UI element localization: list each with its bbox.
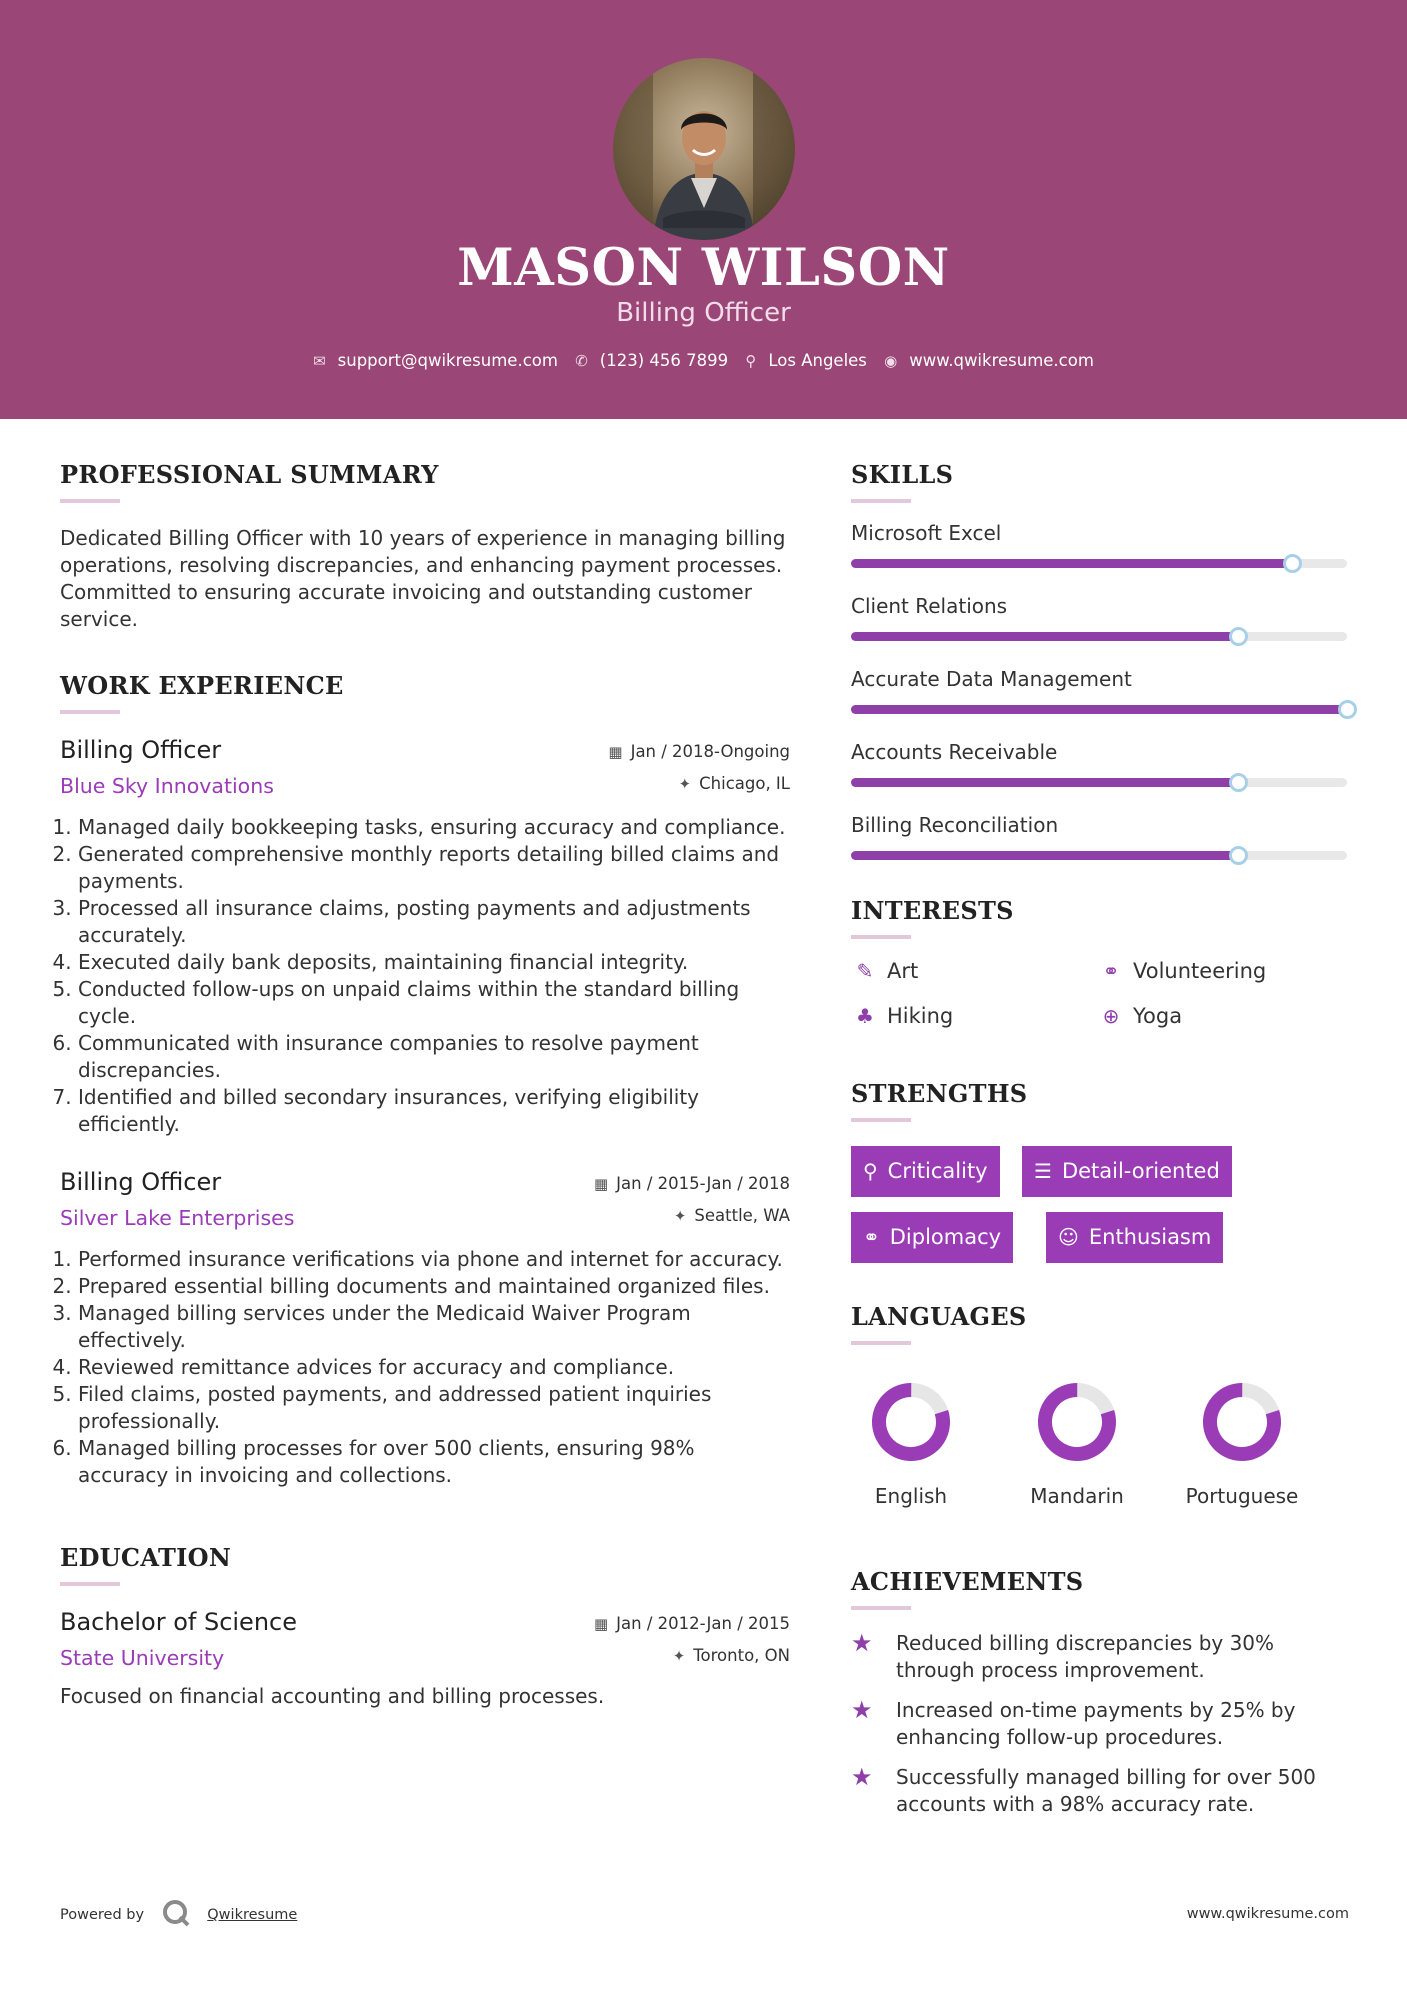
interest-art <box>851 959 918 983</box>
donut-fill <box>1037 1382 1118 1463</box>
section-divider <box>851 1606 911 1610</box>
job-location <box>679 774 790 793</box>
section-divider <box>60 710 120 714</box>
skill-bar-knob <box>1229 773 1248 792</box>
achievement-text: Successfully managed billing for over 500 accounts with a 98% accuracy rate. <box>896 1765 1316 1816</box>
section-divider <box>60 1582 120 1586</box>
language-name: English <box>874 1484 948 1508</box>
map-marker-icon: ⚲ <box>745 352 757 370</box>
contact-website[interactable] <box>884 351 1094 370</box>
globe-icon: ◉ <box>884 352 898 370</box>
job-date-text: Jan / 2018-Ongoing <box>630 742 790 761</box>
summary-section <box>60 460 790 633</box>
handshake-icon: ⚭ <box>863 1225 880 1249</box>
job-bullets <box>60 1246 790 1489</box>
skill-bar-fill <box>851 559 1292 568</box>
strength-chips <box>851 1146 1351 1276</box>
language-item <box>1177 1379 1307 1509</box>
language-item <box>846 1379 976 1509</box>
achievement-item <box>851 1630 1351 1684</box>
skill-label: Accounts Receivable <box>851 740 1058 764</box>
section-divider <box>851 499 911 503</box>
contact-location <box>745 351 867 370</box>
degree-title: Bachelor of Science <box>60 1608 297 1636</box>
star-icon: ★ <box>851 1696 873 1724</box>
summary-text: Dedicated Billing Officer with 10 years of experience in managing billing operations, resolving discrepancies, and enhancing payment processes. Committed to ensuring accurate invoicing and outstanding customer service. <box>60 526 786 631</box>
list-item: 6. Communicated with insurance companies to resolve payment discrepancies. <box>78 1030 790 1084</box>
right-column <box>851 460 1351 1818</box>
interests-section <box>851 896 1351 1059</box>
envelope-icon: ✉ <box>313 352 326 370</box>
experience-title: WORK EXPERIENCE <box>60 671 344 700</box>
list-item: 3. Processed all insurance claims, posting payments and adjustments accurately. <box>78 895 790 949</box>
skill-bar-fill <box>851 632 1238 641</box>
section-divider <box>851 935 911 939</box>
skill-bar <box>851 705 1347 714</box>
donut-fill <box>1202 1382 1283 1463</box>
contact-email[interactable] <box>313 351 558 370</box>
interest-label: Hiking <box>887 1004 954 1028</box>
achievement-item <box>851 1697 1351 1751</box>
job-location-text: Seattle, WA <box>694 1206 790 1225</box>
languages-section <box>851 1302 1351 1549</box>
lifebuoy-icon: ⊕ <box>1102 1004 1120 1028</box>
star-icon: ★ <box>851 1629 873 1657</box>
chip-label: Diplomacy <box>889 1225 1002 1249</box>
chip-label: Enthusiasm <box>1088 1225 1212 1249</box>
strength-chip-enthusiasm <box>1046 1212 1223 1263</box>
language-donut <box>868 1379 954 1465</box>
calendar-icon: ▦ <box>593 1615 609 1633</box>
list-item: 6. Managed billing processes for over 500 clients, ensuring 98% accuracy in invoicing and collections. <box>78 1435 790 1489</box>
job-location-text: Chicago, IL <box>699 774 790 793</box>
job-entry <box>60 736 790 1138</box>
skill-bar <box>851 559 1347 568</box>
language-item <box>1012 1379 1142 1509</box>
skill-bar-fill <box>851 851 1238 860</box>
skill-label: Billing Reconciliation <box>851 813 1059 837</box>
skill-item <box>851 521 1351 568</box>
skill-bar <box>851 632 1347 641</box>
languages-list <box>851 1379 1351 1549</box>
achievement-text: Increased on-time payments by 25% by enhancing follow-up procedures. <box>896 1698 1296 1749</box>
list-item: 2. Prepared essential billing documents and maintained organized files. <box>78 1273 790 1300</box>
list-item: 4. Executed daily bank deposits, maintaining financial integrity. <box>78 949 790 976</box>
list-icon: ☰ <box>1034 1159 1052 1183</box>
strength-chip-criticality <box>851 1146 1000 1197</box>
language-name: Mandarin <box>1030 1484 1124 1508</box>
interests-title: INTERESTS <box>851 896 1014 925</box>
education-section <box>60 1543 790 1708</box>
section-divider <box>60 499 120 503</box>
skill-item <box>851 740 1351 787</box>
skill-bar <box>851 851 1347 860</box>
paintbrush-icon: ✎ <box>856 959 874 983</box>
tree-icon: ♣ <box>856 1004 874 1028</box>
list-item: 5. Filed claims, posted payments, and addressed patient inquiries professionally. <box>78 1381 790 1435</box>
contact-phone[interactable] <box>575 351 728 370</box>
skill-label: Accurate Data Management <box>851 667 1132 691</box>
strength-chip-detail-oriented <box>1022 1146 1232 1197</box>
chip-label: Detail-oriented <box>1061 1159 1220 1183</box>
phone-icon: ✆ <box>575 352 588 370</box>
skill-bar-knob <box>1283 554 1302 573</box>
school-name: State University <box>60 1646 225 1670</box>
skill-bar <box>851 778 1347 787</box>
candidate-role: Billing Officer <box>616 298 791 328</box>
skill-bar-knob <box>1229 627 1248 646</box>
achievement-text: Reduced billing discrepancies by 30% through process improvement. <box>896 1631 1275 1682</box>
job-company: Silver Lake Enterprises <box>60 1206 295 1230</box>
education-title: EDUCATION <box>60 1543 232 1572</box>
left-column <box>60 460 790 1708</box>
profile-photo <box>613 58 795 240</box>
skill-item <box>851 813 1351 860</box>
skill-bar-knob <box>1338 700 1357 719</box>
job-title: Billing Officer <box>60 736 222 764</box>
strength-chip-diplomacy <box>851 1212 1013 1263</box>
job-company: Blue Sky Innovations <box>60 774 274 798</box>
skill-bar-knob <box>1229 846 1248 865</box>
section-divider <box>851 1341 911 1345</box>
skill-bar-fill <box>851 705 1347 714</box>
languages-title: LANGUAGES <box>851 1302 1027 1331</box>
job-title: Billing Officer <box>60 1168 222 1196</box>
achievements-title: ACHIEVEMENTS <box>851 1567 1084 1596</box>
job-location <box>674 1206 790 1225</box>
education-entry <box>60 1608 790 1708</box>
skills-title: SKILLS <box>851 460 954 489</box>
calendar-icon: ▦ <box>608 743 623 761</box>
language-donut <box>1034 1379 1120 1465</box>
pushpin-icon: ✦ <box>672 1647 686 1665</box>
skill-item <box>851 667 1351 714</box>
pushpin-icon: ✦ <box>673 1207 687 1225</box>
smile-icon: ☺ <box>1058 1225 1079 1249</box>
contact-phone-text: (123) 456 7899 <box>599 351 729 370</box>
job-date <box>608 742 790 761</box>
chip-label: Criticality <box>887 1159 988 1183</box>
contact-website-text: www.qwikresume.com <box>909 351 1094 370</box>
calendar-icon: ▦ <box>593 1175 609 1193</box>
education-date-text: Jan / 2012-Jan / 2015 <box>616 1614 790 1633</box>
qwikresume-link[interactable]: Qwikresume <box>207 1907 298 1923</box>
list-item: 4. Reviewed remittance advices for accuracy and compliance. <box>78 1354 790 1381</box>
job-date <box>594 1174 790 1193</box>
language-name: Portuguese <box>1185 1484 1299 1508</box>
list-item: 3. Managed billing services under the Medicaid Waiver Program effectively. <box>78 1300 790 1354</box>
interest-yoga <box>1097 1004 1182 1028</box>
skill-bar-fill <box>851 778 1238 787</box>
job-entry <box>60 1168 790 1489</box>
search-icon: ⚲ <box>863 1159 878 1183</box>
star-icon: ★ <box>851 1763 873 1791</box>
qwikresume-logo-icon <box>161 1898 191 1932</box>
interest-hiking <box>851 1004 953 1028</box>
job-bullets <box>60 814 790 1138</box>
powered-by-text: Powered by <box>60 1907 145 1923</box>
skill-item <box>851 594 1351 641</box>
education-date <box>594 1614 790 1633</box>
list-item: 2. Generated comprehensive monthly reports detailing billed claims and payments. <box>78 841 790 895</box>
education-description: Focused on financial accounting and billing processes. <box>60 1684 605 1708</box>
skill-label: Microsoft Excel <box>851 521 1002 545</box>
interest-label: Art <box>887 959 919 983</box>
education-location <box>673 1646 790 1665</box>
strengths-title: STRENGTHS <box>851 1079 1028 1108</box>
skill-label: Client Relations <box>851 594 1008 618</box>
language-donut <box>1199 1379 1285 1465</box>
interest-label: Yoga <box>1133 1004 1183 1028</box>
footer-site-link[interactable]: www.qwikresume.com <box>1186 1906 1349 1922</box>
pushpin-icon: ✦ <box>678 775 692 793</box>
section-divider <box>851 1118 911 1122</box>
experience-section <box>60 671 790 1489</box>
header-banner <box>0 0 1407 419</box>
contact-location-text: Los Angeles <box>768 351 867 370</box>
interest-volunteering <box>1097 959 1266 983</box>
handshake-icon: ⚭ <box>1102 959 1120 983</box>
candidate-name: MASON WILSON <box>457 238 950 298</box>
list-item: 1. Managed daily bookkeeping tasks, ensuring accuracy and compliance. <box>78 814 790 841</box>
footer-powered-by <box>60 1898 297 1932</box>
achievement-item <box>851 1764 1351 1818</box>
contact-bar <box>0 350 1407 370</box>
interest-label: Volunteering <box>1133 959 1267 983</box>
list-item: 5. Conducted follow-ups on unpaid claims within the standard billing cycle. <box>78 976 790 1030</box>
list-item: 7. Identified and billed secondary insurances, verifying eligibility efficiently. <box>78 1084 790 1138</box>
interests-grid <box>851 959 1351 1059</box>
job-date-text: Jan / 2015-Jan / 2018 <box>616 1174 790 1193</box>
strengths-section <box>851 1079 1351 1276</box>
list-item: 1. Performed insurance verifications via phone and internet for accuracy. <box>78 1246 790 1273</box>
achievements-section <box>851 1567 1351 1818</box>
donut-fill <box>871 1382 952 1463</box>
summary-title: PROFESSIONAL SUMMARY <box>60 460 439 489</box>
skills-section <box>851 460 1351 860</box>
contact-email-text: support@qwikresume.com <box>337 351 558 370</box>
education-location-text: Toronto, ON <box>693 1646 790 1665</box>
